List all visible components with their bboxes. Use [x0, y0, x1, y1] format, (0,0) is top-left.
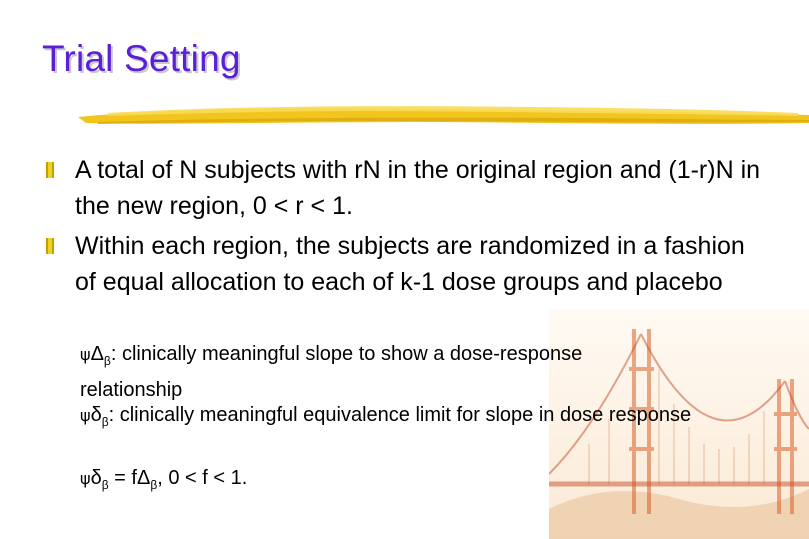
delta-symbol: Δ: [136, 467, 151, 489]
slide-title: Trial Setting: [42, 38, 241, 79]
beta-subscript: β: [103, 354, 111, 368]
psi-marker-icon: ψ: [80, 345, 91, 364]
delta-symbol: Δ: [90, 343, 104, 365]
delta-symbol: δ: [90, 404, 102, 426]
sub-bullet-item: [80, 401, 710, 437]
bullet-text: Within each region, the subjects are randomized in a fashion of equal allocation to each of k-1 dose groups and placebo: [75, 232, 745, 296]
sub-bullet-text: : clinically meaningful slope to show a dose-response relationship: [80, 343, 583, 401]
sub-bullet-item: [80, 464, 680, 500]
bullet-text: A total of N subjects with rN in the original region and (1-r)N in the new region, 0 < r < 1.: [75, 156, 761, 220]
bullet-marker-icon: [46, 238, 54, 254]
psi-marker-icon: ψ: [80, 406, 91, 425]
sub-bullet-item: [80, 340, 690, 405]
sub-bullet-text: : clinically meaningful equivalence limit for slope in dose response: [108, 404, 692, 426]
bullet-marker-icon: [46, 162, 54, 178]
sub-bullet-text: = f: [108, 467, 137, 489]
sub-bullet-text: , 0 < f < 1.: [157, 467, 248, 489]
beta-subscript: β: [101, 415, 109, 429]
beta-subscript: β: [150, 478, 158, 492]
psi-marker-icon: ψ: [80, 469, 91, 488]
title-underline-brush: [78, 101, 809, 131]
beta-subscript: β: [101, 478, 109, 492]
delta-symbol: δ: [90, 467, 102, 489]
